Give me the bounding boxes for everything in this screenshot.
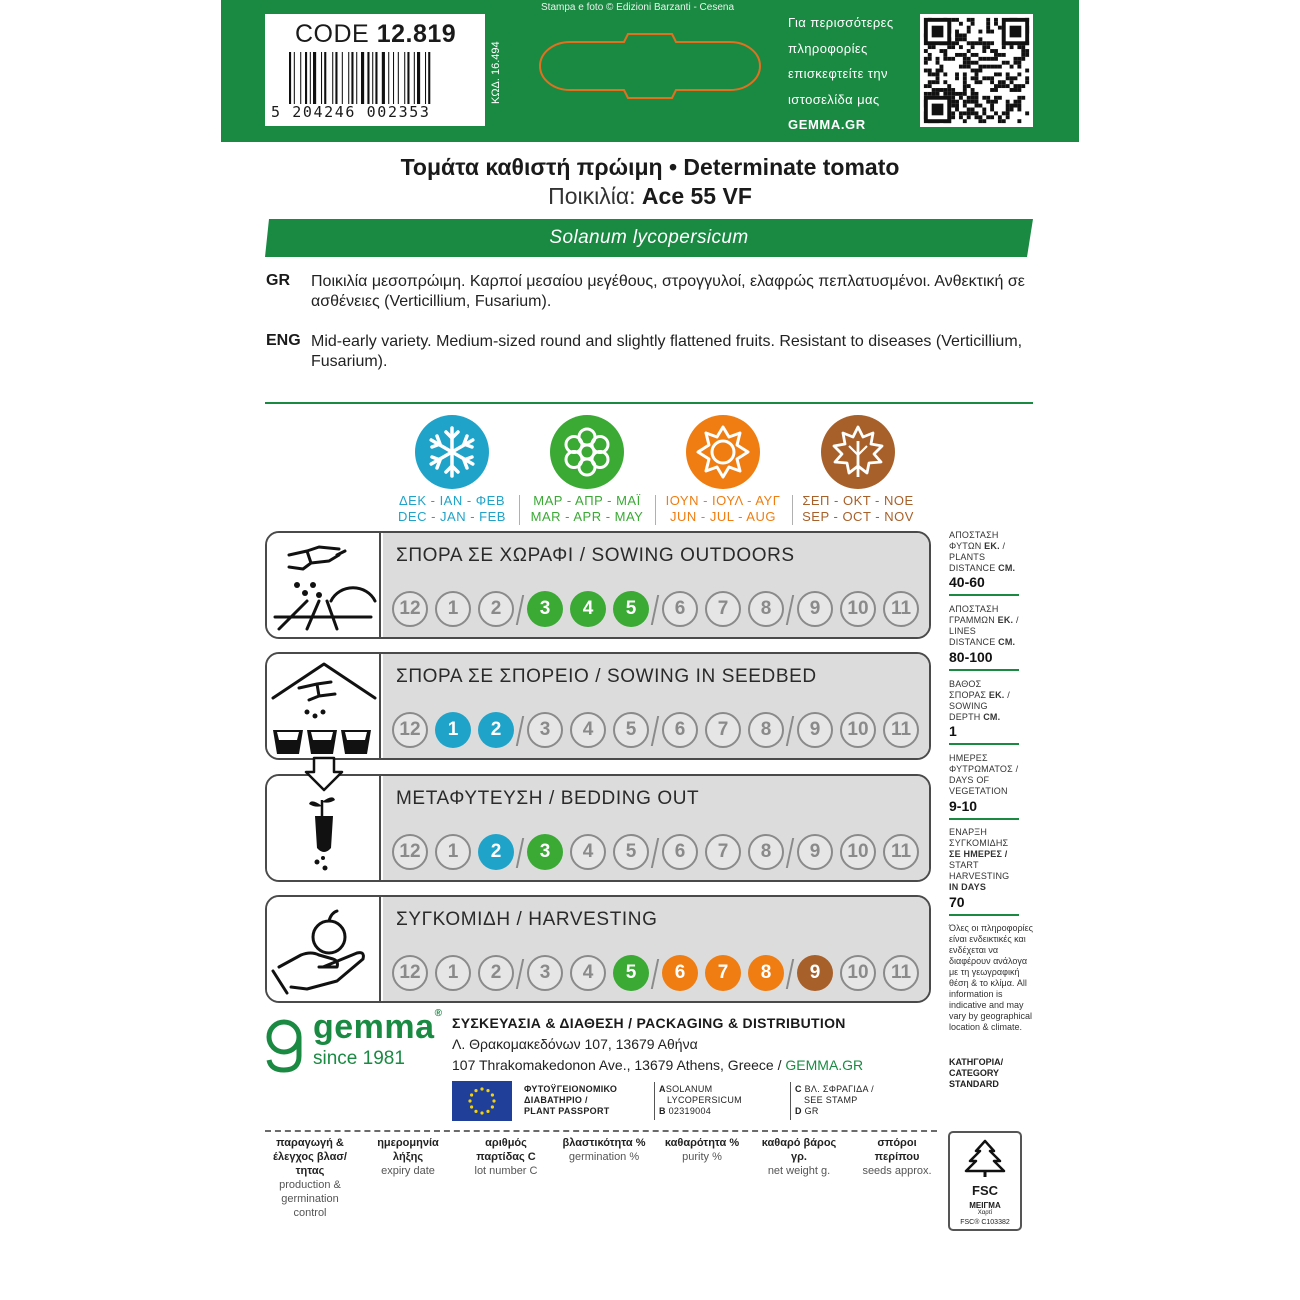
month-12: 12 bbox=[392, 834, 428, 870]
snowflake-icon bbox=[415, 415, 489, 489]
month-8: 8 bbox=[748, 955, 784, 991]
month-9: 9 bbox=[797, 834, 833, 870]
side-label-line: DISTANCE bbox=[949, 563, 996, 573]
month-6: 6 bbox=[662, 591, 698, 627]
column-label-en: production & germination control bbox=[279, 1179, 341, 1219]
disclaimer-note: Όλες οι πληροφορίες είναι ενδεικτικές και ενδέχεται να διαφέρουν ανάλογα με τη γεωγραφική θέση & το κλίμα. All information is indicative and may vary by geographical location & climate. bbox=[949, 923, 1033, 1032]
unit-label: ΕΚ. bbox=[997, 615, 1014, 625]
activity-body bbox=[383, 533, 929, 637]
brand-since: since 1981 bbox=[313, 1048, 405, 1069]
month-6: 6 bbox=[662, 955, 698, 991]
month-9: 9 bbox=[797, 591, 833, 627]
row-harvesting bbox=[265, 895, 931, 1003]
harvest-hand-icon bbox=[267, 897, 381, 1001]
code-number: 12.819 bbox=[376, 20, 457, 48]
side-divider bbox=[949, 914, 1019, 916]
barcode-image bbox=[289, 52, 467, 104]
month-group-divider bbox=[651, 838, 659, 868]
passport-divider bbox=[790, 1082, 791, 1120]
column-label-gr: βλαστικότητα % bbox=[562, 1137, 646, 1149]
col-germination bbox=[558, 1136, 650, 1164]
column-label-en: seeds approx. bbox=[862, 1165, 932, 1177]
month-4: 4 bbox=[570, 834, 606, 870]
side-label-line: ΣΥΓΚΟΜΙΔΗΣ bbox=[949, 838, 1009, 848]
activity-body bbox=[383, 654, 929, 758]
fsc-mix: ΜΕΙΓΜΑ bbox=[969, 1201, 1001, 1210]
plants-distance-label bbox=[949, 530, 1021, 574]
column-label-gr: αριθμός παρτίδας C bbox=[476, 1137, 536, 1163]
month-6: 6 bbox=[662, 834, 698, 870]
month-group-divider bbox=[786, 838, 794, 868]
row-sowing-outdoors bbox=[265, 531, 931, 639]
side-label-line: PLANTS bbox=[949, 552, 986, 562]
side-label-line: START bbox=[949, 860, 979, 870]
unit-label: CM. bbox=[983, 712, 1001, 722]
kod-number: ΚΩΔ. 16.494 bbox=[490, 41, 502, 104]
col-purity bbox=[656, 1136, 748, 1164]
col-seeds-approx bbox=[854, 1136, 940, 1178]
month-3: 3 bbox=[527, 955, 563, 991]
side-divider bbox=[949, 594, 1019, 596]
code-label bbox=[265, 14, 485, 126]
plants-distance-value: 40-60 bbox=[949, 574, 985, 590]
category-standard bbox=[949, 1057, 1029, 1090]
month-3: 3 bbox=[527, 591, 563, 627]
month-2: 2 bbox=[478, 712, 514, 748]
variety-label: Ποικιλία: bbox=[548, 183, 636, 209]
column-label-en: purity % bbox=[682, 1151, 722, 1163]
category-line: CATEGORY bbox=[949, 1068, 1000, 1078]
month-6: 6 bbox=[662, 712, 698, 748]
month-11: 11 bbox=[883, 591, 919, 627]
season-label-gr: ΣΕΠ - ΟΚΤ - ΝΟΕ bbox=[802, 493, 914, 508]
column-label-gr: ημερομηνία λήξης bbox=[377, 1137, 439, 1163]
hang-hole-outline bbox=[536, 30, 764, 102]
month-group-divider bbox=[786, 595, 794, 625]
month-group-divider bbox=[516, 838, 524, 868]
side-label-line: ΒΑΘΟΣ bbox=[949, 679, 982, 689]
unit-label: CM. bbox=[998, 563, 1016, 573]
activity-title: ΜΕΤΑΦΥΤΕΥΣΗ / BEDDING OUT bbox=[396, 788, 700, 809]
month-7: 7 bbox=[705, 834, 741, 870]
unit-label: CM. bbox=[998, 637, 1016, 647]
month-7: 7 bbox=[705, 955, 741, 991]
side-label-line: DEPTH bbox=[949, 712, 981, 722]
month-10: 10 bbox=[840, 591, 876, 627]
sowing-depth-value: 1 bbox=[949, 723, 957, 739]
month-9: 9 bbox=[797, 955, 833, 991]
packaging-title: ΣΥΣΚΕΥΑΣΙΑ & ΔΙΑΘΕΣΗ / PACKAGING & DISTRIBUTION bbox=[452, 1015, 846, 1031]
fsc-badge bbox=[948, 1131, 1022, 1231]
side-label-line: ΣΕ ΗΜΕΡΕΣ / bbox=[949, 849, 1008, 859]
season-summer bbox=[653, 415, 793, 525]
passport-divider bbox=[654, 1082, 655, 1120]
passport-line: PLANT PASSPORT bbox=[524, 1106, 610, 1116]
website-link[interactable]: GEMMA.GR bbox=[785, 1057, 864, 1073]
month-12: 12 bbox=[392, 712, 428, 748]
passport-a-b bbox=[659, 1084, 742, 1117]
harvest-start-label bbox=[949, 827, 1021, 893]
month-group-divider bbox=[516, 595, 524, 625]
info-line: επισκεφτείτε την bbox=[788, 66, 888, 81]
month-group-divider bbox=[786, 959, 794, 989]
col-production-control bbox=[270, 1136, 350, 1220]
month-11: 11 bbox=[883, 834, 919, 870]
month-8: 8 bbox=[748, 712, 784, 748]
month-8: 8 bbox=[748, 591, 784, 627]
month-1: 1 bbox=[435, 955, 471, 991]
col-expiry-date bbox=[368, 1136, 448, 1178]
side-label-line: ΓΡΑΜΜΩΝ bbox=[949, 615, 995, 625]
info-line: πληροφορίες bbox=[788, 40, 868, 56]
month-10: 10 bbox=[840, 834, 876, 870]
month-12: 12 bbox=[392, 591, 428, 627]
month-group-divider bbox=[516, 959, 524, 989]
column-label-en: net weight g. bbox=[767, 1165, 831, 1177]
activity-body bbox=[383, 776, 929, 880]
season-label-en: MAR - APR - MAY bbox=[530, 509, 644, 524]
col-net-weight bbox=[756, 1136, 842, 1178]
section-divider bbox=[265, 402, 1033, 404]
down-arrow-icon bbox=[303, 756, 345, 792]
season-autumn bbox=[788, 415, 928, 525]
passport-value: GR bbox=[804, 1106, 819, 1116]
month-1: 1 bbox=[435, 834, 471, 870]
passport-value: SEE STAMP bbox=[804, 1095, 858, 1105]
lang-tag-en: ENG bbox=[266, 332, 301, 349]
row-sowing-seedbed bbox=[265, 652, 931, 760]
side-label-line: IN DAYS bbox=[949, 882, 987, 892]
sowing-depth-label bbox=[949, 679, 1021, 723]
address-en bbox=[452, 1057, 863, 1073]
month-3: 3 bbox=[527, 834, 563, 870]
month-group-divider bbox=[516, 716, 524, 746]
side-divider bbox=[949, 818, 1019, 820]
column-label-en: expiry date bbox=[381, 1165, 435, 1177]
passport-value: 02319004 bbox=[668, 1106, 712, 1116]
month-5: 5 bbox=[613, 834, 649, 870]
month-9: 9 bbox=[797, 712, 833, 748]
month-12: 12 bbox=[392, 955, 428, 991]
side-label-line: ΦΥΤΩΝ bbox=[949, 541, 982, 551]
month-group-divider bbox=[651, 595, 659, 625]
month-group-divider bbox=[651, 959, 659, 989]
latin-name: Solanum lycopersicum bbox=[549, 227, 749, 248]
month-4: 4 bbox=[570, 712, 606, 748]
eu-flag-icon bbox=[452, 1081, 512, 1121]
month-5: 5 bbox=[613, 591, 649, 627]
sowing-outdoors-icon bbox=[267, 533, 381, 637]
address-en-text: 107 Thrakomakedonon Ave., 13679 Athens, Greece / bbox=[452, 1057, 782, 1073]
month-8: 8 bbox=[748, 834, 784, 870]
month-11: 11 bbox=[883, 712, 919, 748]
side-divider bbox=[949, 743, 1019, 745]
side-label-line: LINES bbox=[949, 626, 977, 636]
category-line: STANDARD bbox=[949, 1079, 999, 1089]
registered-mark: ® bbox=[434, 1008, 443, 1019]
code-prefix: CODE bbox=[295, 20, 370, 48]
month-2: 2 bbox=[478, 591, 514, 627]
variety-name: Ace 55 VF bbox=[641, 183, 752, 209]
fsc-paper: Χαρτί bbox=[977, 1210, 993, 1216]
season-label-gr: ΙΟΥΝ - ΙΟΥΛ - ΑΥΓ bbox=[665, 493, 781, 508]
vegetation-days-value: 9-10 bbox=[949, 798, 978, 814]
fsc-tree-icon bbox=[950, 1137, 1020, 1179]
side-label-line: ΕΝΑΡΞΗ bbox=[949, 827, 988, 837]
product-title: Τομάτα καθιστή πρώιμη • Determinate tomato bbox=[400, 154, 900, 180]
lines-distance-label bbox=[949, 604, 1021, 648]
gemma-logo-icon bbox=[265, 1018, 303, 1074]
sun-icon bbox=[686, 415, 760, 489]
passport-line: ΦΥΤΟΫΓΕΙΟΝΟΜΙΚΟ bbox=[524, 1084, 618, 1094]
lang-tag-gr: GR bbox=[266, 272, 290, 289]
column-label-gr: καθαρό βάρος γρ. bbox=[761, 1137, 837, 1163]
qr-code-icon bbox=[920, 14, 1033, 127]
side-label-line: ΑΠΟΣΤΑΣΗ bbox=[949, 604, 999, 614]
website-link[interactable]: GEMMA.GR bbox=[788, 117, 866, 132]
season-label-en: DEC - JAN - FEB bbox=[398, 509, 506, 524]
column-label-gr: καθαρότητα % bbox=[664, 1137, 740, 1149]
vegetation-days-label bbox=[949, 753, 1021, 797]
side-label-line: ΣΠΟΡΑΣ bbox=[949, 690, 987, 700]
info-line: Για περισσότερες bbox=[788, 15, 894, 30]
activity-title: ΣΠΟΡΑ ΣΕ ΣΠΟΡΕΙΟ / SOWING IN SEEDBED bbox=[396, 666, 817, 687]
activity-title: ΣΠΟΡΑ ΣΕ ΧΩΡΑΦΙ / SOWING OUTDOORS bbox=[396, 545, 795, 566]
month-group-divider bbox=[786, 716, 794, 746]
side-label-line: ΗΜΕΡΕΣ bbox=[949, 753, 988, 763]
column-label-gr: σπόροι περίπου bbox=[874, 1137, 920, 1163]
side-divider bbox=[949, 669, 1019, 671]
address-gr: Λ. Θρακομακεδόνων 107, 13679 Αθήνα bbox=[452, 1036, 698, 1052]
variety-title bbox=[221, 183, 1079, 210]
side-label-slash: / bbox=[1007, 690, 1010, 700]
side-label-line: ΦΥΤΡΩΜΑΤΟΣ bbox=[949, 764, 1013, 774]
month-1: 1 bbox=[435, 712, 471, 748]
column-label-gr: παραγωγή & έλεγχος βλασ/τητας bbox=[273, 1137, 347, 1177]
month-4: 4 bbox=[570, 591, 606, 627]
passport-letter: D bbox=[795, 1106, 802, 1116]
side-label-line: HARVESTING bbox=[949, 871, 1010, 881]
lines-distance-value: 80-100 bbox=[949, 649, 993, 665]
month-7: 7 bbox=[705, 591, 741, 627]
description-en: Mid-early variety. Medium-sized round and slightly flattened fruits. Resistant to diseases (Verticillium, Fusarium). bbox=[311, 333, 1023, 370]
seedbed-icon bbox=[267, 654, 381, 758]
month-2: 2 bbox=[478, 955, 514, 991]
passport-letter: A bbox=[659, 1084, 666, 1094]
col-lot-number bbox=[462, 1136, 550, 1178]
season-label-gr: ΔΕΚ - ΙΑΝ - ΦΕΒ bbox=[398, 493, 505, 508]
season-label-en: SEP - OCT - NOV bbox=[802, 509, 914, 524]
month-5: 5 bbox=[613, 712, 649, 748]
info-line: ιστοσελίδα μας bbox=[788, 91, 880, 107]
printer-note: Stampa e foto © Edizioni Barzanti - Cesena bbox=[541, 2, 735, 13]
month-10: 10 bbox=[840, 712, 876, 748]
season-winter bbox=[382, 415, 522, 525]
harvest-start-value: 70 bbox=[949, 894, 965, 910]
month-11: 11 bbox=[883, 955, 919, 991]
side-label-line: DAYS OF bbox=[949, 775, 990, 785]
qr-code[interactable] bbox=[920, 14, 1033, 127]
month-2: 2 bbox=[478, 834, 514, 870]
side-label-slash: / bbox=[1015, 764, 1019, 774]
category-line: ΚΑΤΗΓΟΡΙΑ/ bbox=[949, 1057, 1004, 1067]
leaf-icon bbox=[821, 415, 895, 489]
month-4: 4 bbox=[570, 955, 606, 991]
passport-c-d bbox=[795, 1084, 874, 1117]
column-label-en: germination % bbox=[568, 1151, 640, 1163]
month-7: 7 bbox=[705, 712, 741, 748]
activity-title: ΣΥΓΚΟΜΙΔΗ / HARVESTING bbox=[396, 909, 658, 930]
column-label-en: lot number C bbox=[474, 1165, 538, 1177]
unit-label: ΕΚ. bbox=[984, 541, 1000, 551]
month-group-divider bbox=[651, 716, 659, 746]
season-label-en: JUN - JUL - AUG bbox=[670, 509, 776, 524]
product-code bbox=[295, 20, 456, 49]
brand-name bbox=[313, 1008, 442, 1047]
side-label-slash: / bbox=[1015, 615, 1019, 625]
season-label-gr: ΜΑΡ - ΑΠΡ - ΜΑΪ bbox=[533, 493, 641, 508]
side-label-line: DISTANCE bbox=[949, 637, 996, 647]
passport-letter: B bbox=[659, 1106, 666, 1116]
row-bedding-out bbox=[265, 774, 931, 882]
side-label-line: VEGETATION bbox=[949, 786, 1008, 796]
flower-icon bbox=[550, 415, 624, 489]
side-label-line: ΑΠΟΣΤΑΣΗ bbox=[949, 530, 999, 540]
passport-line: ΔΙΑΒΑΤΗΡΙΟ / bbox=[524, 1095, 588, 1105]
season-spring bbox=[517, 415, 657, 525]
side-label-slash: / bbox=[1002, 541, 1006, 551]
month-3: 3 bbox=[527, 712, 563, 748]
passport-letter: C bbox=[795, 1084, 802, 1094]
dashed-divider bbox=[265, 1130, 937, 1132]
activity-body bbox=[383, 897, 929, 1001]
plant-passport-title bbox=[524, 1084, 617, 1117]
barcode-digits: 5 204246 002353 bbox=[271, 103, 431, 121]
fsc-code: FSC® C103382 bbox=[960, 1219, 1010, 1226]
side-label-line: SOWING bbox=[949, 701, 988, 711]
passport-value: ΒΛ. ΣΦΡΑΓΙΔΑ / bbox=[804, 1084, 874, 1094]
website-info bbox=[788, 10, 918, 138]
passport-value: LYCOPERSICUM bbox=[667, 1095, 742, 1105]
month-10: 10 bbox=[840, 955, 876, 991]
description-gr: Ποικιλία μεσοπρώιμη. Καρποί μεσαίου μεγέθους, στρογγυλοί, ελαφρώς πεπλατυσμένοι. Ανθεκτική σε ασθένειες (Verticillium, Fusarium). bbox=[311, 273, 1025, 310]
fsc-label: FSC bbox=[972, 1183, 998, 1198]
month-5: 5 bbox=[613, 955, 649, 991]
month-1: 1 bbox=[435, 591, 471, 627]
brand-text: gemma bbox=[313, 1008, 435, 1046]
passport-value: SOLANUM bbox=[665, 1084, 713, 1094]
unit-label: ΕΚ. bbox=[988, 690, 1005, 700]
